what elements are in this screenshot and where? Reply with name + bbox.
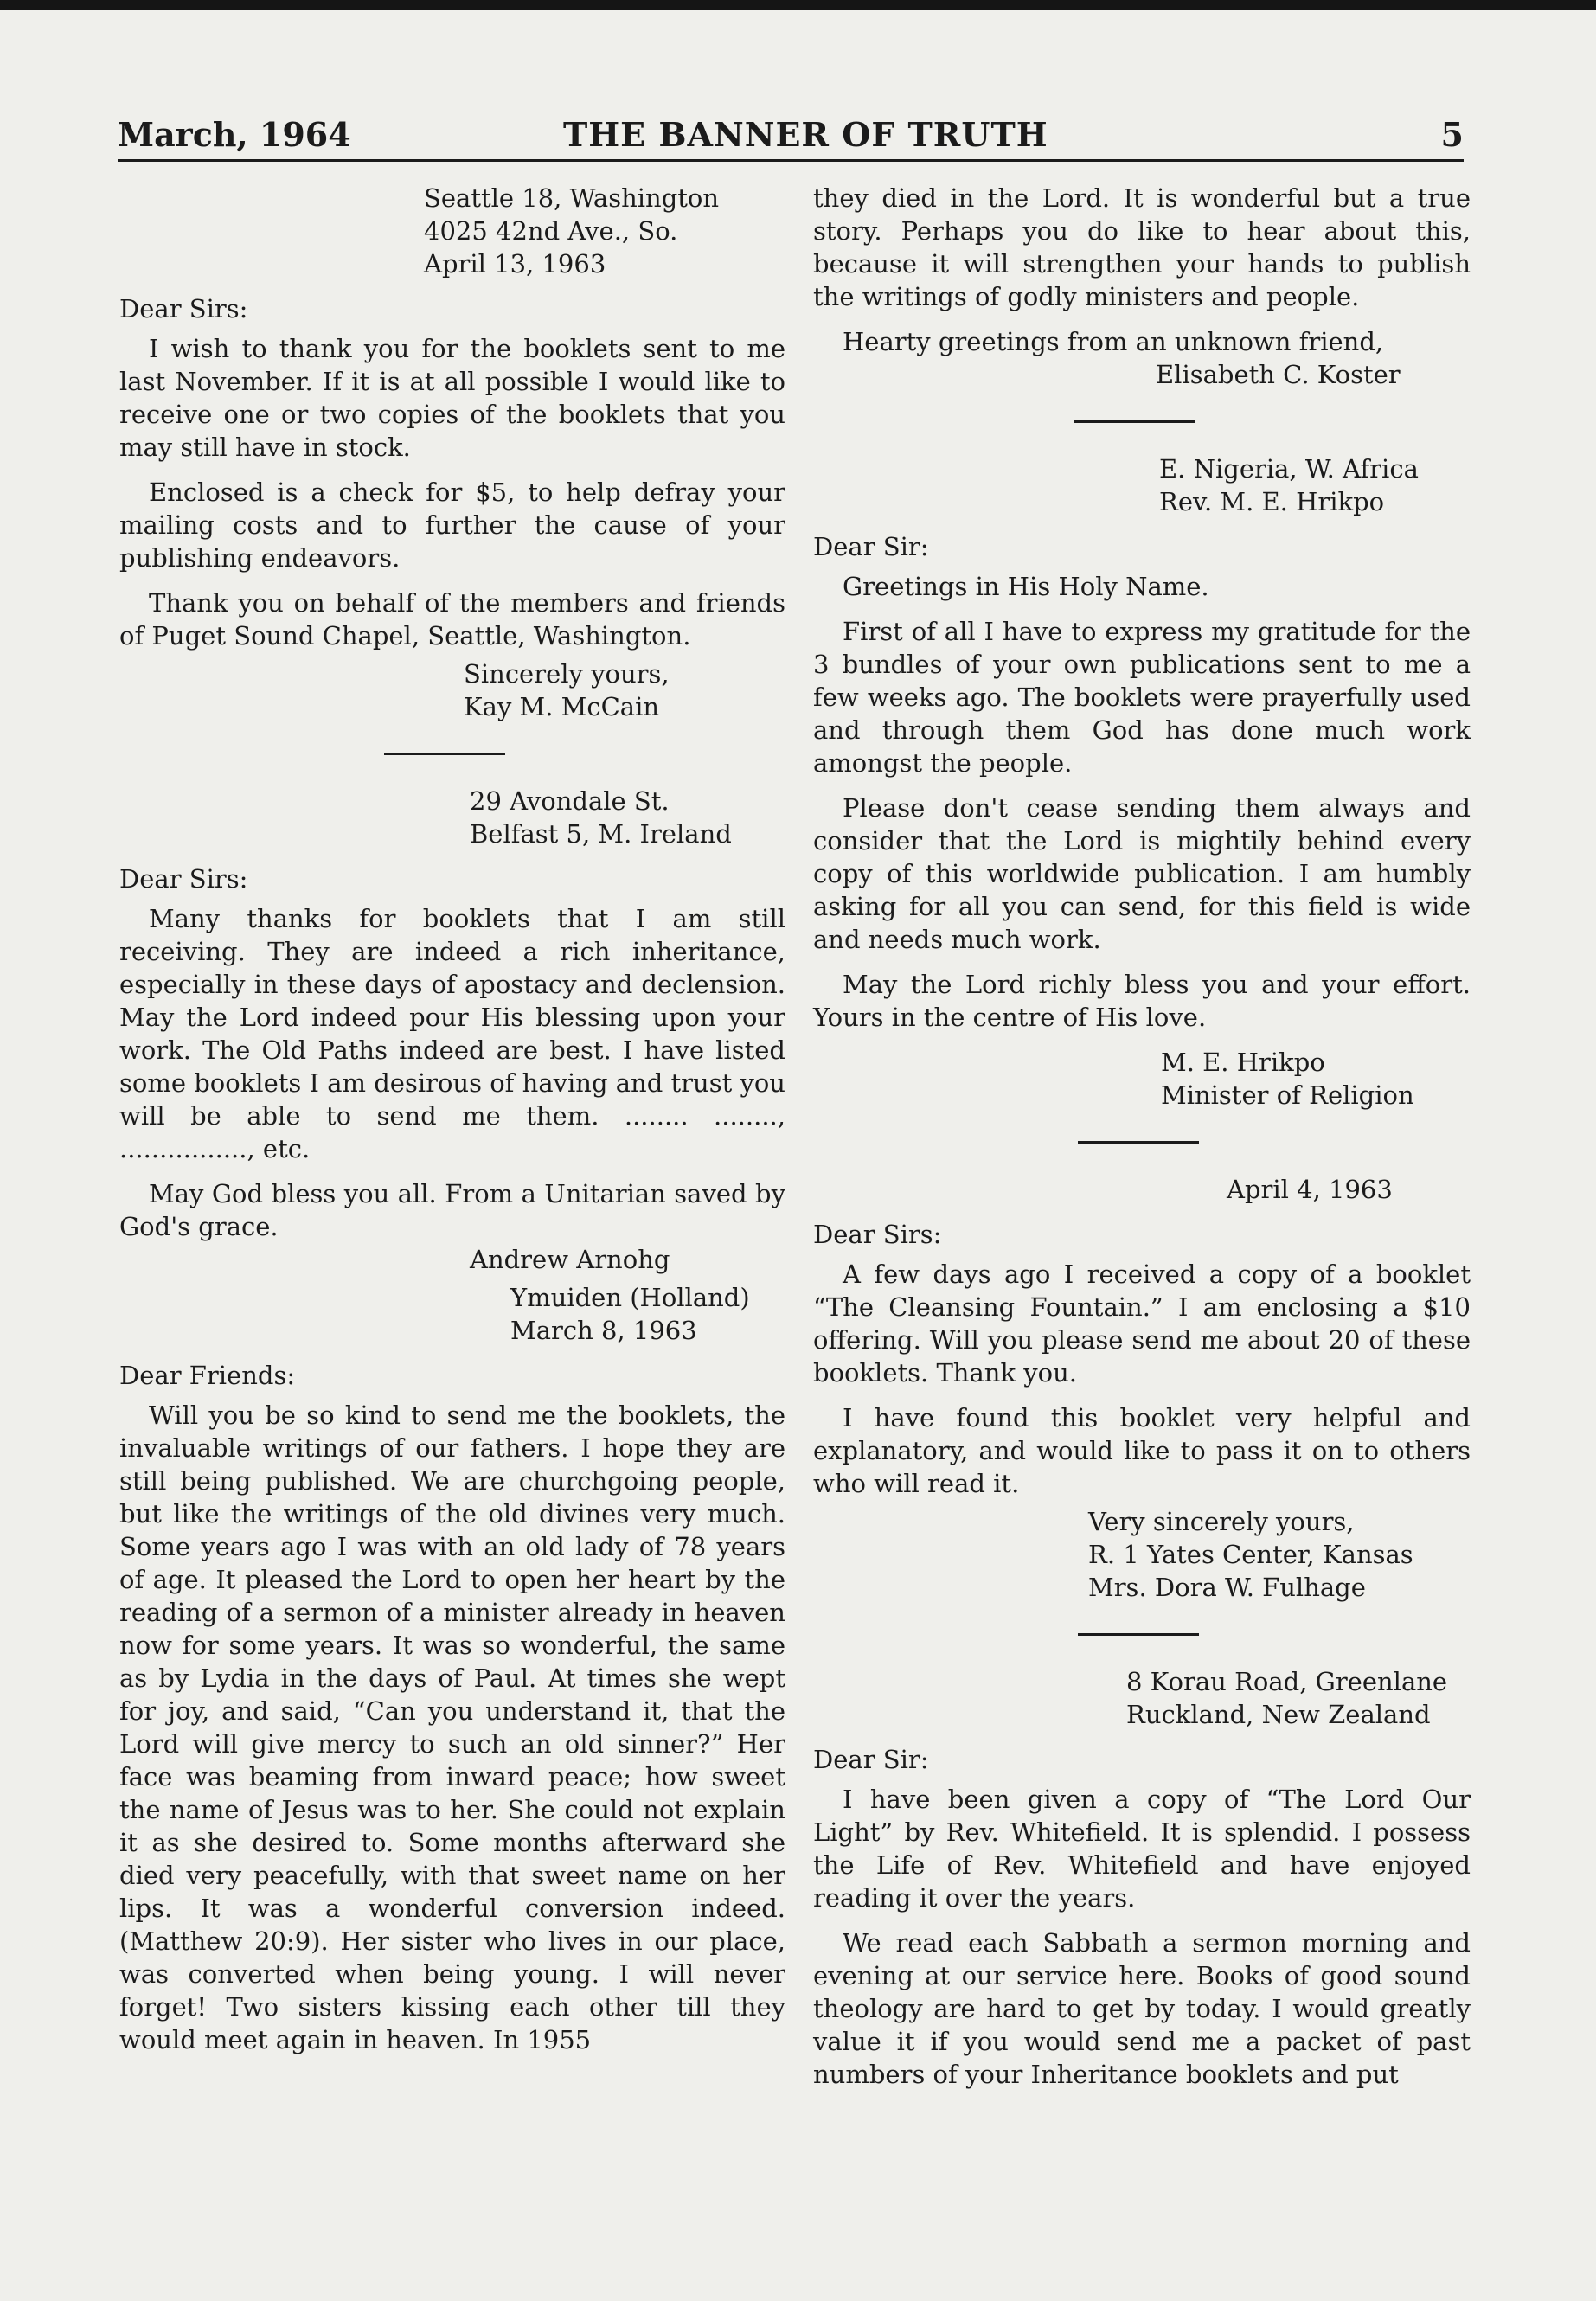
letter-address: 29 Avondale St. Belfast 5, M. Ireland: [470, 786, 732, 849]
paragraph: I wish to thank you for the booklets sent to me last November. If it is at all possible I would like to receive one or two copies of the booklets that you may still have in stock.: [119, 334, 785, 462]
letter-address: Seattle 18, Washington 4025 42nd Ave., So. April 13, 1963: [424, 183, 720, 279]
letter-address: April 4, 1963: [1227, 1175, 1393, 1204]
paragraph: they died in the Lord. It is wonderful but a true story. Perhaps you do like to hear about this, because it will strengthen your hands to publish the writings of godly ministers and people.: [813, 183, 1471, 311]
paragraph: Greetings in His Holy Name.: [843, 572, 1209, 601]
letter-closing: M. E. Hrikpo Minister of Religion: [1161, 1048, 1414, 1110]
publication-title: THE BANNER OF TRUTH: [563, 115, 1048, 154]
right-column: [813, 182, 1471, 2091]
letter-fulhage: [813, 1173, 1471, 1604]
salutation: Dear Sir:: [813, 1745, 929, 1774]
paragraph: Many thanks for booklets that I am still receiving. They are indeed a rich inheritance, especially in these days of apostacy and declension. May the Lord indeed pour His blessing upon your work. The Old Paths indeed are best. I have listed some booklets I am desirous of having and trust you will be able to send me them. ........ ........, ................, etc.: [119, 904, 785, 1163]
page-header: [118, 111, 1464, 162]
paragraph: Hearty greetings from an unknown friend,: [843, 327, 1384, 356]
paragraph: Enclosed is a check for $5, to help defray your mailing costs and to further the cause of your publishing endeavors.: [119, 478, 785, 573]
letter-closing: Andrew Arnohg: [470, 1245, 670, 1274]
section-divider: [1078, 1141, 1199, 1144]
letter-koster-continued: [813, 182, 1471, 391]
paragraph: May God bless you all. From a Unitarian saved by God's grace.: [119, 1179, 785, 1241]
section-divider: [384, 753, 505, 755]
letter-new-zealand: [813, 1665, 1471, 2091]
paragraph: Will you be so kind to send me the booklets, the invaluable writings of our fathers. I hope they are still being published. We are churchgoing people, but like the writings of the old divines very much. Some years ago I was with an old lady of 78 years of age. It pleased the Lord to open her heart by the reading of a sermon of a minister already in heaven now for some years. It was so wonderful, the same as by Lydia in the days of Paul. At times she wept for joy, and said, “Can you understand it, that the Lord will give mercy to such an old sinner?” Her face was beaming from inward peace; how sweet the name of Jesus was to her. She could not explain it as she desired to. Some months afterward she died very peacefully, with that sweet name on her lips. It was a wonderful conversion indeed. (Matthew 20:9). Her sister who lives in our place, was converted when being young. I will never forget! Two sisters kissing each other till they would meet again in heaven. In 1955: [119, 1400, 785, 2054]
letter-closing: Very sincerely yours, R. 1 Yates Center, Kansas Mrs. Dora W. Fulhage: [1088, 1507, 1413, 1602]
paragraph: First of all I have to express my gratitude for the 3 bundles of your own publications sent to me a few weeks ago. The booklets were prayerfully used and through them God has done much work amongst the people.: [813, 617, 1471, 778]
letter-hrikpo: [813, 452, 1471, 1112]
letter-address: 8 Korau Road, Greenlane Ruckland, New Zealand: [1126, 1667, 1448, 1729]
issue-date: March, 1964: [118, 115, 351, 154]
page-number: 5: [1440, 115, 1464, 154]
letter-arnohg: [119, 785, 785, 1276]
letter-closing: Elisabeth C. Koster: [1156, 360, 1401, 389]
salutation: Dear Sirs:: [119, 864, 248, 894]
section-divider: [1074, 420, 1195, 423]
left-column: [119, 182, 785, 2056]
salutation: Dear Sirs:: [813, 1220, 942, 1249]
salutation: Dear Sirs:: [119, 294, 248, 324]
paragraph: I have found this booklet very helpful and explanatory, and would like to pass it on to others who will read it.: [813, 1403, 1471, 1498]
section-divider: [1078, 1633, 1199, 1636]
salutation: Dear Sir:: [813, 532, 929, 561]
paragraph: May the Lord richly bless you and your effort. Yours in the centre of His love.: [813, 970, 1471, 1032]
letter-mccain: [119, 182, 785, 723]
paragraph: A few days ago I received a copy of a booklet “The Cleansing Fountain.” I am enclosing a $10 offering. Will you please send me about 20 of these booklets. Thank you.: [813, 1259, 1471, 1388]
letter-closing: Sincerely yours, Kay M. McCain: [464, 659, 670, 721]
paragraph: Please don't cease sending them always and consider that the Lord is mightily behind every copy of this worldwide publication. I am humbly asking for all you can send, for this field is wide and needs much work.: [813, 793, 1471, 954]
page-top-edge: [0, 0, 1596, 10]
paragraph: We read each Sabbath a sermon morning and evening at our service here. Books of good sound theology are hard to get by today. I would greatly value it if you would send me a packet of past numbers of your Inheritance booklets and put: [813, 1928, 1471, 2089]
letter-address: Ymuiden (Holland) March 8, 1963: [510, 1283, 750, 1345]
letter-koster: [119, 1281, 785, 2056]
letter-address: E. Nigeria, W. Africa Rev. M. E. Hrikpo: [1159, 454, 1419, 516]
paragraph: I have been given a copy of “The Lord Our Light” by Rev. Whitefield. It is splendid. I possess the Life of Rev. Whitefield and have enjoyed reading it over the years.: [813, 1785, 1471, 1913]
salutation: Dear Friends:: [119, 1361, 296, 1390]
paragraph: Thank you on behalf of the members and friends of Puget Sound Chapel, Seattle, Washington.: [119, 588, 785, 651]
